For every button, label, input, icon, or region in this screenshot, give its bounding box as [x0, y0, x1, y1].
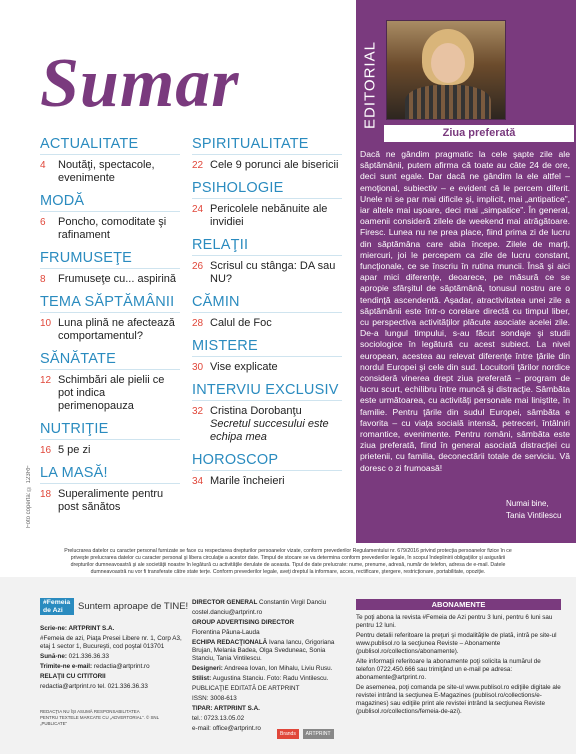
toc-section-heading: TEMA SĂPTĂMÂNII [40, 294, 180, 313]
footer-line-text: costel.danciu@artprint.ro [192, 609, 263, 616]
toc-left-column [40, 136, 180, 522]
footer-line [40, 635, 182, 651]
slogan: Suntem aproape de TINE! [78, 601, 189, 612]
page-title: Sumar [40, 45, 240, 122]
artprint-badge: ARTPRINT [303, 729, 334, 739]
toc-section-heading: CĂMIN [192, 294, 342, 313]
toc-section-heading: NUTRIŢIE [40, 421, 180, 440]
toc-entry[interactable] [40, 273, 180, 286]
footer-line [192, 619, 342, 627]
footer-line-text: tel.: 0723.13.05.02 [192, 715, 245, 722]
editor-body [405, 85, 491, 120]
toc-entry-title: Frumuseţe cu... aspirină [58, 273, 176, 285]
toc-entry-title: Marile încheieri [210, 475, 285, 487]
footer-line [192, 639, 342, 663]
footer-line [192, 695, 342, 703]
footer-line-label: Sună-ne: [40, 653, 67, 660]
editorial-panel [356, 0, 576, 543]
footer-line-text: Ivana Iancu, Grigoriana Brujan, Melania Badea, Olga Sveduneac, Sonia Stanciu, Tania Vintilescu. [192, 639, 335, 662]
toc-section [192, 136, 342, 172]
toc-section [40, 421, 180, 457]
toc-entry-title: Scrisul cu stânga: DA sau NU? [210, 260, 336, 285]
signature-greeting: Numai bine, [506, 499, 549, 508]
footer [0, 577, 576, 754]
staff-column [192, 599, 342, 735]
editor-face [431, 43, 465, 83]
footer-line-label: DIRECTOR GENERAL [192, 599, 258, 606]
footer-line-text: PUBLICAŢIE EDITATĂ DE ARTPRINT [192, 685, 300, 692]
magazine-logo: #Femeia de Azi [40, 598, 74, 615]
toc-entry[interactable] [192, 317, 342, 330]
footer-line-text: 021.336.36.33 [66, 653, 109, 660]
toc-page-number: 18 [40, 489, 52, 500]
toc-entry[interactable] [40, 444, 180, 457]
toc-entry[interactable] [192, 159, 342, 172]
toc-entry-title: Pericolele nebănuite ale invidiei [210, 203, 328, 228]
toc-section-heading: INTERVIU EXCLUSIV [192, 382, 342, 401]
toc-section-heading: MODĂ [40, 193, 180, 212]
footer-line [356, 632, 561, 656]
toc-section [40, 193, 180, 242]
footer-line-text: e-mail: office@artprint.ro [192, 725, 261, 732]
editorial-heading-tab [384, 125, 574, 142]
toc-section [192, 237, 342, 286]
footer-line-text: Florentina Păuna-Lauda [192, 629, 260, 636]
footer-line [40, 663, 182, 671]
footer-line [192, 685, 342, 693]
toc-right-column [192, 136, 342, 496]
toc-page-number: 26 [192, 261, 204, 272]
footer-line-label: GROUP ADVERTISING DIRECTOR [192, 619, 295, 626]
footer-line [192, 675, 342, 683]
footer-line [192, 705, 342, 713]
footer-line [192, 629, 342, 637]
toc-section [40, 250, 180, 286]
footer-line-label: Stilist: [192, 675, 212, 682]
toc-page-number: 34 [192, 476, 204, 487]
toc-page-number: 28 [192, 318, 204, 329]
editorial-label: EDITORIAL [361, 41, 379, 129]
toc-section-heading: SĂNĂTATE [40, 351, 180, 370]
photo-credit: Foto coperta: © 123RF [26, 465, 32, 528]
footer-line [192, 665, 342, 673]
footer-line-text: ISSN: 3008-613 [192, 695, 237, 702]
footer-line-text: redactia@artprint.ro tel. 021.336.36.33 [40, 683, 148, 690]
footer-line [192, 609, 342, 617]
footer-line-text: Constantin Virgil Danciu [257, 599, 327, 606]
toc-section [192, 294, 342, 330]
toc-section [40, 136, 180, 185]
toc-page-number: 6 [40, 217, 46, 228]
footer-line-text: Andreea Iovan, Ion Mihalu, Liviu Rusu. [222, 665, 333, 672]
toc-entry[interactable] [40, 488, 180, 514]
footer-line-label: Designeri: [192, 665, 223, 672]
toc-page-number: 12 [40, 375, 52, 386]
toc-section-heading: PSIHOLOGIE [192, 180, 342, 199]
toc-section-heading: ACTUALITATE [40, 136, 180, 155]
toc-entry[interactable] [40, 374, 180, 413]
toc-section-heading: LA MASĂ! [40, 465, 180, 484]
footer-line [356, 658, 561, 682]
legal-notice: Prelucrarea datelor cu caracter personal furnizate se face cu respectarea drepturilor persoanelor vizate, conform prevederilor Regulamentului nr. 679/2016 privind protecţia persoanelor fizice în ce priveşte prelucrarea datelor cu caracter personal şi libera circulaţie a acestor date. Timpul de stocare se va determina conform prevederilor legale, în scopul îndeplinirii obligaţiilor şi asigurării drepturilor dumneavoastră şi ale societăţii noastre în legătură cu activităţile derulate de aceasta. Tipul de date prelucrate: nume, prenume, adresă, număr de telefon, adresa de e-mail. Datele dumneavoastră nu vor fi transferate către state terţe. Conform prevederilor legale, aveţi dreptul la informare, acces, rectificare, ştergere, restricţionare, portabilitate, opoziţie. [0, 543, 576, 577]
footer-line [356, 684, 561, 716]
toc-entry-title: Schimbări ale pielii ce pot indica perimenopauza [58, 374, 165, 412]
toc-entry-title: Vise explicate [210, 361, 278, 373]
toc-section-heading: HOROSCOP [192, 452, 342, 471]
toc-entry[interactable] [192, 405, 342, 444]
toc-page-number: 4 [40, 160, 46, 171]
toc-entry[interactable] [192, 361, 342, 374]
footer-line [356, 614, 561, 630]
toc-entry-title: Luna plină ne afectează comportamentul? [58, 317, 175, 342]
footer-line-label: ECHIPA REDACŢIONALĂ [192, 639, 268, 646]
toc-entry[interactable] [40, 159, 180, 185]
toc-entry[interactable] [192, 260, 342, 286]
toc-page-number: 10 [40, 318, 52, 329]
editorial-body: Dacă ne gândim pragmatic la cele şapte zile ale săptămânii, putem afirma că toate au câte 24 de ore, deci sunt egale. Dar dacă ne gândim la ele altfel – emoţional, subiectiv – e evident că le percem diferit. Unele ni se par mai dificile şi, implicit, mai „antipatice”, iar altele mai uşoare, deci mai „simpatice”. În general, oamenii consideră zilele de weekend mai atrăgătoare. Firesc. Lunea nu ne prea place, fiind prima zi de lucru din săptămâna care abia începe. Zilele de marţi, miercuri, joi le percepem ca zile de lucru constant, funcţionale, ce se înscriu în rutina muncii. Însă şi aici apar mici diferenţe, deoarece, pe măsură ce se apropie sfârşitul de săptămână, tonusul nostru are o tendinţă ascendentă. Aşadar, atractivitatea unei zile a săptămânii este într-o corelare directă cu timpul liber, cu perspectiva activităţilor plăcute asociate acelei zile. De-a lungul timpului, s-au făcut sondaje şi studii sociologice în legătură cu acest subiect. La nivel european, acestea au relevat diferenţe între ţările din nordul Europei şi cele din sud. Locuitorii ţărilor nordice consideră vinerea drept ziua preferată – program de lucru scurt, echilibru între muncă şi distracţie. Sâmbăta este următoarea, cu activităţi personale mai liniştite, în familie. Pentru ţările din sudul Europei, sâmbăta e favorita – cu viaţa socială intensă, petreceri, întâlniri romantice, evenimente. Pentru români, sâmbăta este ziua preferată, fiind în general asociată distracţiei cu prietenii, cu familia, deconectării totale de serviciu. Vă doresc o zi frumoasă! [360, 149, 570, 473]
toc-entry-title: Calul de Foc [210, 317, 272, 329]
footer-line-text: Pentru detalii referitoare la preţuri şi modalităţile de plată, intră pe site-ul www.publisol.ro la secţiunea Reviste – Abonamente (publisol.ro/collections/abonamente). [356, 632, 557, 655]
toc-section [40, 465, 180, 514]
toc-section-heading: MISTERE [192, 338, 342, 357]
footer-line-text: De asemenea, poţi comanda pe site-ul www.publisol.ro ediţiile digitale ale revistei intrând la secţiunea E-Magazines (publisol.ro/collections/e-magazines) sau ediţiile print ale revistei intrând la secţiunea Reviste (publisol.ro/collections/femeia-de-azi). [356, 684, 561, 715]
toc-section [192, 338, 342, 374]
toc-entry-subtitle: Secretul succesului este echipa mea [210, 418, 329, 443]
small-print-line-1: REDACŢIA NU ÎŞI ASUMĂ RESPONSABILITATEA [40, 709, 140, 714]
toc-section-heading: SPIRITUALITATE [192, 136, 342, 155]
contact-column [40, 625, 182, 693]
footer-line-label: TIPAR: ARTPRINT S.A. [192, 705, 260, 712]
subscriptions-heading: ABONAMENTE [356, 599, 561, 610]
subscriptions-column [356, 599, 561, 718]
publisher-badges [277, 729, 336, 739]
small-print [40, 709, 180, 727]
footer-line-label: Scrie-ne: ARTPRINT S.A. [40, 625, 115, 632]
toc-section [40, 351, 180, 413]
toc-entry-title: Noutăţi, spectacole, evenimente [58, 159, 155, 184]
footer-line [40, 673, 182, 681]
toc-entry[interactable] [40, 216, 180, 242]
footer-line-text: #Femeia de azi, Piaţa Presei Libere nr. 1, Corp A3, etaj 1 sector 1, Bucureşti, cod poştal 013701 [40, 635, 182, 650]
footer-line [40, 625, 182, 633]
toc-entry-title: Poncho, comoditate şi rafinament [58, 216, 167, 241]
footer-line [40, 683, 182, 691]
footer-line [40, 653, 182, 661]
footer-line-text: Alte informaţii referitoare la abonamente poţi solicita la numărul de telefon 0722.450.666 sau trimiţând un e-mail pe adresa: abonamente@artprint.ro. [356, 658, 541, 681]
toc-section [192, 452, 342, 488]
toc-entry[interactable] [40, 317, 180, 343]
footer-line-label: Trimite-ne e-mail: [40, 663, 93, 670]
toc-entry-title: 5 pe zi [58, 444, 91, 456]
toc-section [192, 382, 342, 444]
editor-photo [386, 20, 506, 120]
footer-line-text: Te poţi abona la revista #Femeia de Azi pentru 3 luni, pentru 6 luni sau pentru 12 luni. [356, 614, 553, 629]
toc-section [40, 294, 180, 343]
footer-line [192, 599, 342, 607]
editorial-signature [506, 498, 576, 522]
toc-section-heading: FRUMUSEŢE [40, 250, 180, 269]
footer-line-text: redactia@artprint.ro [92, 663, 150, 670]
toc-section [192, 180, 342, 229]
toc-page-number: 30 [192, 362, 204, 373]
toc-entry-title: Superalimente pentru post sănătos [58, 488, 164, 513]
toc-page-number: 32 [192, 406, 204, 417]
toc-page-number: 16 [40, 445, 52, 456]
toc-section-heading: RELAŢII [192, 237, 342, 256]
toc-page-number: 8 [40, 274, 46, 285]
footer-line-label: RELAŢII CU CITITORII [40, 673, 106, 680]
toc-page-number: 24 [192, 204, 204, 215]
toc-page-number: 22 [192, 160, 204, 171]
editorial-heading: Ziua preferată [442, 127, 516, 139]
toc-entry[interactable] [192, 475, 342, 488]
footer-line [192, 715, 342, 723]
brand-badge: Brands [277, 729, 299, 739]
toc-entry-title: Cele 9 porunci ale bisericii [210, 159, 339, 171]
footer-line-text: Augustina Stanciu. Foto: Radu Vintilescu. [211, 675, 329, 682]
signature-name: Tania Vintilescu [506, 511, 562, 520]
toc-entry-title: Cristina Dorobanţu Secretul succesului este echipa mea [210, 405, 342, 444]
toc-entry[interactable] [192, 203, 342, 229]
small-print-line-2: PENTRU TEXTELE MARCATE CU „ADVERTORIAL”. © SNL „PUBLICATE” [40, 715, 159, 726]
